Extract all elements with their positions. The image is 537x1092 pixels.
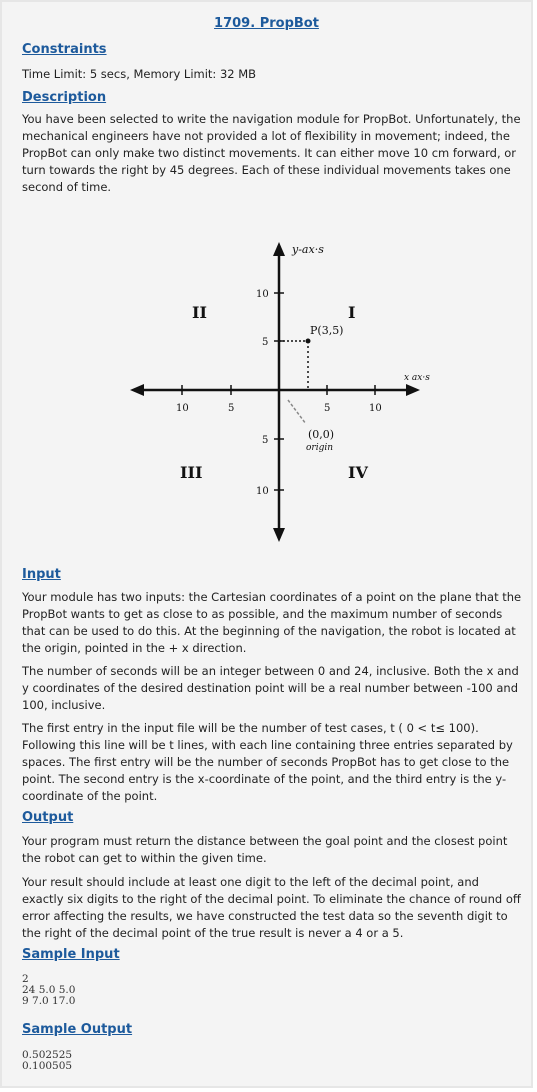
output-paragraph-1: Your program must return the distance between the goal point and the closest point the robot can get to within the given time.	[22, 834, 508, 865]
y-axis-label: y-ax·s	[292, 243, 324, 256]
sample-input-block: 2 24 5.0 5.0 9 7.0 17.0	[22, 973, 76, 1007]
x-tick-label: 10	[176, 403, 189, 414]
y-tick-label: 10	[256, 289, 269, 300]
quadrant-label-4: IV	[348, 463, 368, 482]
input-paragraph-1: Your module has two inputs: the Cartesian coordinates of a point on the plane that the PropBot wants to get as close to as possible, and the maximum number of seconds that can be used to do this. At the beginning of the navigation, the robot is located at the origin, pointed in the + x direction.	[22, 590, 522, 655]
input-paragraph-3: The first entry in the input file will be the number of test cases, t ( 0 < t≤ 100). Following this line will be t lines, with each line containing three entries separated by spaces. The first entry will be the number of seconds PropBot has to get close to the point. The second entry is the x-coordinate of the point, and the third entry is the y-coordinate of the point.	[22, 721, 513, 803]
sample-input-heading: Sample Input	[22, 947, 120, 962]
y-tick-label: 10	[256, 486, 269, 497]
constraints-text: Time Limit: 5 secs, Memory Limit: 32 MB	[22, 67, 257, 81]
description-text: You have been selected to write the navigation module for PropBot. Unfortunately, the mechanical engineers have not provided a lot of flexibility in movement; indeed, the PropBot can only make two distinct movements. It can either move 10 cm forward, or turn towards the right by 45 degrees. Each of these individual movements takes one second of time.	[22, 112, 521, 194]
problem-title[interactable]: 1709. PropBot	[214, 16, 319, 31]
output-heading: Output	[22, 810, 74, 825]
origin-caption: origin	[306, 443, 334, 453]
y-axis-down-arrow	[273, 528, 285, 542]
coordinate-diagram-svg	[128, 238, 430, 544]
sample-output-heading: Sample Output	[22, 1022, 133, 1037]
x-tick-label: 5	[228, 403, 235, 414]
quadrant-label-1: I	[348, 303, 356, 322]
input-paragraph-2: The number of seconds will be an integer between 0 and 24, inclusive. Both the x and y coordinates of the desired destination point will be a real number between -100 and 100, inclusive.	[22, 664, 519, 712]
point-label: P(3,5)	[310, 324, 344, 337]
origin-pointer	[288, 400, 306, 424]
x-tick-label: 10	[369, 403, 382, 414]
x-tick-label: 5	[324, 403, 331, 414]
x-axis-right-arrow	[406, 384, 420, 396]
quadrant-label-2: II	[192, 303, 207, 322]
quadrant-label-3: III	[180, 463, 203, 482]
description-heading: Description	[22, 90, 107, 105]
x-axis-left-arrow	[130, 384, 144, 396]
y-tick-label: 5	[262, 435, 269, 446]
sample-output-block: 0.502525 0.100505	[22, 1049, 73, 1072]
origin-label: (0,0)	[308, 428, 335, 441]
input-heading: Input	[22, 567, 61, 582]
constraints-heading: Constraints	[22, 42, 107, 57]
coordinate-diagram	[128, 238, 430, 544]
x-axis-label: x ax·s	[404, 373, 430, 383]
y-tick-label: 5	[262, 337, 269, 348]
point-p	[306, 339, 311, 344]
output-paragraph-2: Your result should include at least one digit to the left of the decimal point, and exactly six digits to the right of the decimal point. To eliminate the chance of round off error affecting the results, we have constructed the test data so the seventh digit to the right of the decimal point of the true result is never a 4 or a 5.	[22, 875, 521, 940]
y-axis-up-arrow	[273, 242, 285, 256]
